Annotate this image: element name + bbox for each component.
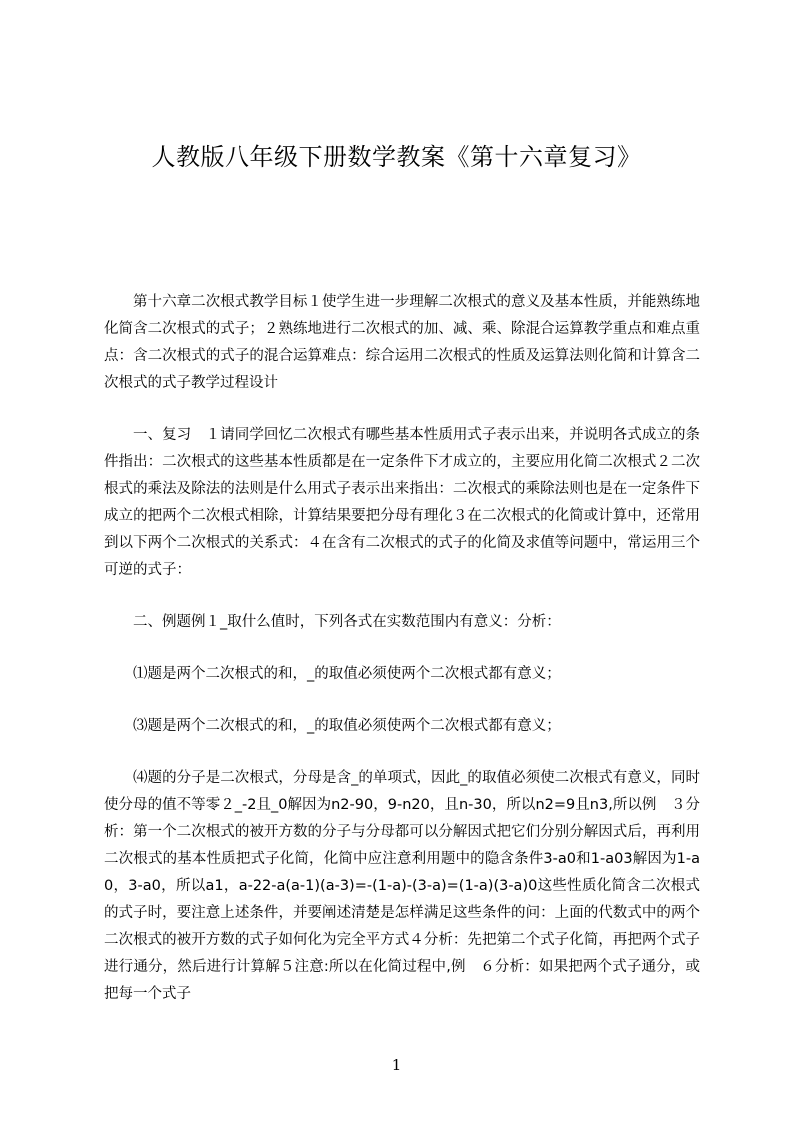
- document-title: 人教版八年级下册数学教案《第十六章复习》: [151, 143, 642, 171]
- paragraph-example-intro: 二、例题例１_取什么值时，下列各式在实数范围内有意义：分析：: [133, 614, 561, 630]
- paragraph-spacer: [104, 397, 700, 422]
- paragraph-objectives: 第十六章二次根式教学目标１使学生进一步理解二次根式的意义及基本性质，并能熟练地化简含二次根式的式子；２熟练地进行二次根式的加、减、乘、除混合运算教学重点和难点重点：含二次根式的式子的混合运算难点：综合运用二次根式的性质及运算法则化简和计算含二次根式的式子教学过程设计: [104, 294, 700, 391]
- paragraph-review: 一、复习 １请同学回忆二次根式有哪些基本性质用式子表示出来，并说明各式成立的条件指出：二次根式的这些基本性质都是在一定条件下才成立的，主要应用化简二次根式２二次根式的乘法及除法的法则是什么用式子表示出来指出：二次根式的乘除法则也是在一定条件下成立的把两个二次根式相除，计算结果要把分母有理化３在二次根式的化简或计算中，还常用到以下两个二次根式的关系式：４在含有二次根式的式子的化简及求值等问题中，常运用三个可逆的式子：: [104, 427, 700, 578]
- page-number: 1: [391, 1056, 402, 1074]
- paragraph-spacer: [104, 740, 700, 765]
- paragraph-spacer: [104, 636, 700, 661]
- document-body: [104, 289, 700, 1008]
- paragraph-spacer: [104, 584, 700, 609]
- paragraph-item-1: ⑴题是两个二次根式的和，_的取值必须使两个二次根式都有意义；: [133, 666, 561, 682]
- paragraph-item-4: ⑷题的分子是二次根式，分母是含_的单项式，因此_的取值必须使二次根式有意义，同时使分母的值不等零２_-2且_0解因为n2-90，9-n20，且n-30，所以n2=9且n3,所以例 ３分析：第一个二次根式的被开方数的分子与分母都可以分解因式把它们分别分解因式后，再利用二次根式的基本性质把式子化简，化简中应注意利用题中的隐含条件3-a0和1-a03解因为1-a0，3-a0，所以a1，a-22-a(a-1)(a-3)=-(1-a)-(3-a)=(1-a)(3-a)0这些性质化简含二次根式的式子时，要注意上述条件，并要阐述清楚是怎样满足这些条件的问：上面的代数式中的两个二次根式的被开方数的式子如何化为完全平方式４分析：先把第二个式子化简，再把两个式子进行通分，然后进行计算解５注意:所以在化简过程中,例 ６分析：如果把两个式子通分，或把每一个式子: [104, 770, 700, 1002]
- paragraph-item-3: ⑶题是两个二次根式的和，_的取值必须使两个二次根式都有意义；: [133, 718, 561, 734]
- paragraph-spacer: [104, 688, 700, 713]
